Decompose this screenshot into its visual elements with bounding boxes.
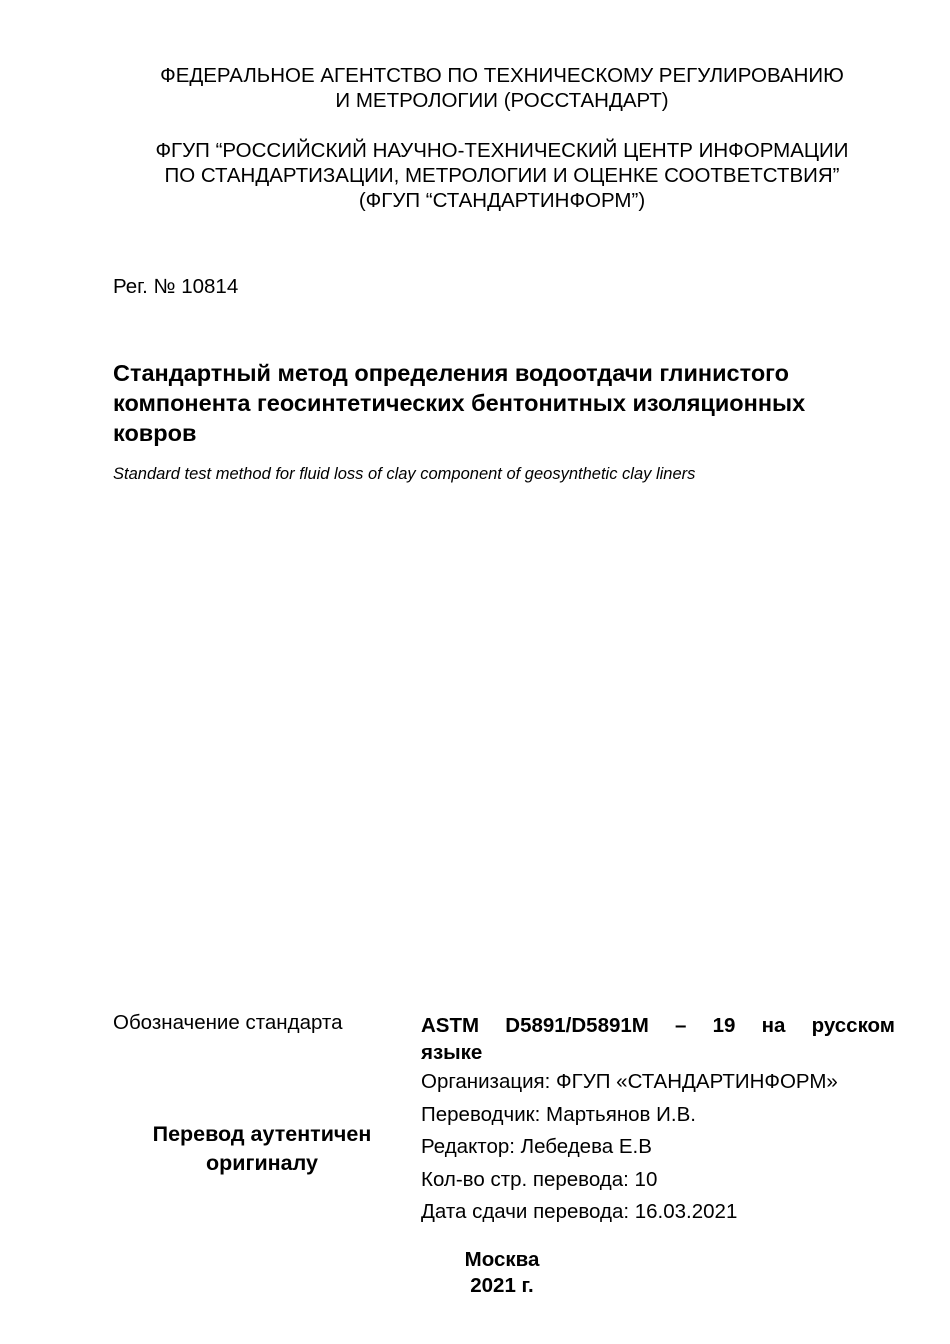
city: Москва — [464, 1248, 540, 1271]
english-title: Standard test method for fluid loss of clay component of geosynthetic clay liners — [113, 465, 696, 483]
organization-info: Организация: ФГУП «СТАНДАРТИНФОРМ» — [421, 1070, 838, 1093]
agency-header — [100, 63, 904, 113]
authenticity-line: Перевод аутентичен — [152, 1122, 372, 1146]
translation-info — [421, 1069, 838, 1232]
editor-info: Редактор: Лебедева Е.В — [421, 1135, 652, 1158]
organization-line: ПО СТАНДАРТИЗАЦИИ, МЕТРОЛОГИИ И ОЦЕНКЕ СООТВЕТСТВИЯ” — [164, 164, 840, 187]
organization-line: ФГУП “РОССИЙСКИЙ НАУЧНО-ТЕХНИЧЕСКИЙ ЦЕНТР ИНФОРМАЦИИ — [155, 139, 849, 162]
designation-word: 19 — [712, 1014, 736, 1037]
year: 2021 г. — [470, 1274, 534, 1297]
title-line: ковров — [113, 420, 197, 446]
authenticity-line: оригиналу — [206, 1151, 318, 1175]
designation-label: Обозначение стандарта — [113, 1011, 343, 1034]
place-and-year — [427, 1247, 577, 1299]
translator-info: Переводчик: Мартьянов И.В. — [421, 1102, 696, 1126]
organization-line: (ФГУП “СТАНДАРТИНФОРМ”) — [358, 189, 646, 212]
designation-line — [421, 1012, 895, 1039]
designation-value — [421, 1012, 895, 1066]
title-line: компонента геосинтетических бентонитных изоляционных — [113, 390, 806, 416]
designation-word: – — [675, 1014, 687, 1037]
designation-word: ASTM — [421, 1014, 480, 1037]
submission-date-info: Дата сдачи перевода: 16.03.2021 — [421, 1200, 738, 1223]
designation-line: языке — [421, 1041, 483, 1064]
designation-word: русском — [811, 1014, 895, 1037]
organization-header — [100, 138, 904, 213]
agency-line: И МЕТРОЛОГИИ (РОССТАНДАРТ) — [335, 89, 669, 112]
document-title — [113, 358, 903, 448]
title-line: Стандартный метод определения водоотдачи глинистого — [113, 360, 790, 386]
authenticity-statement — [128, 1120, 396, 1178]
designation-word: на — [761, 1014, 786, 1037]
agency-line: ФЕДЕРАЛЬНОЕ АГЕНТСТВО ПО ТЕХНИЧЕСКОМУ РЕГУЛИРОВАНИЮ — [160, 64, 844, 87]
registration-number: Рег. № 10814 — [113, 275, 239, 298]
page-count-info: Кол-во стр. перевода: 10 — [421, 1167, 658, 1191]
designation-word: D5891/D5891M — [505, 1014, 649, 1037]
